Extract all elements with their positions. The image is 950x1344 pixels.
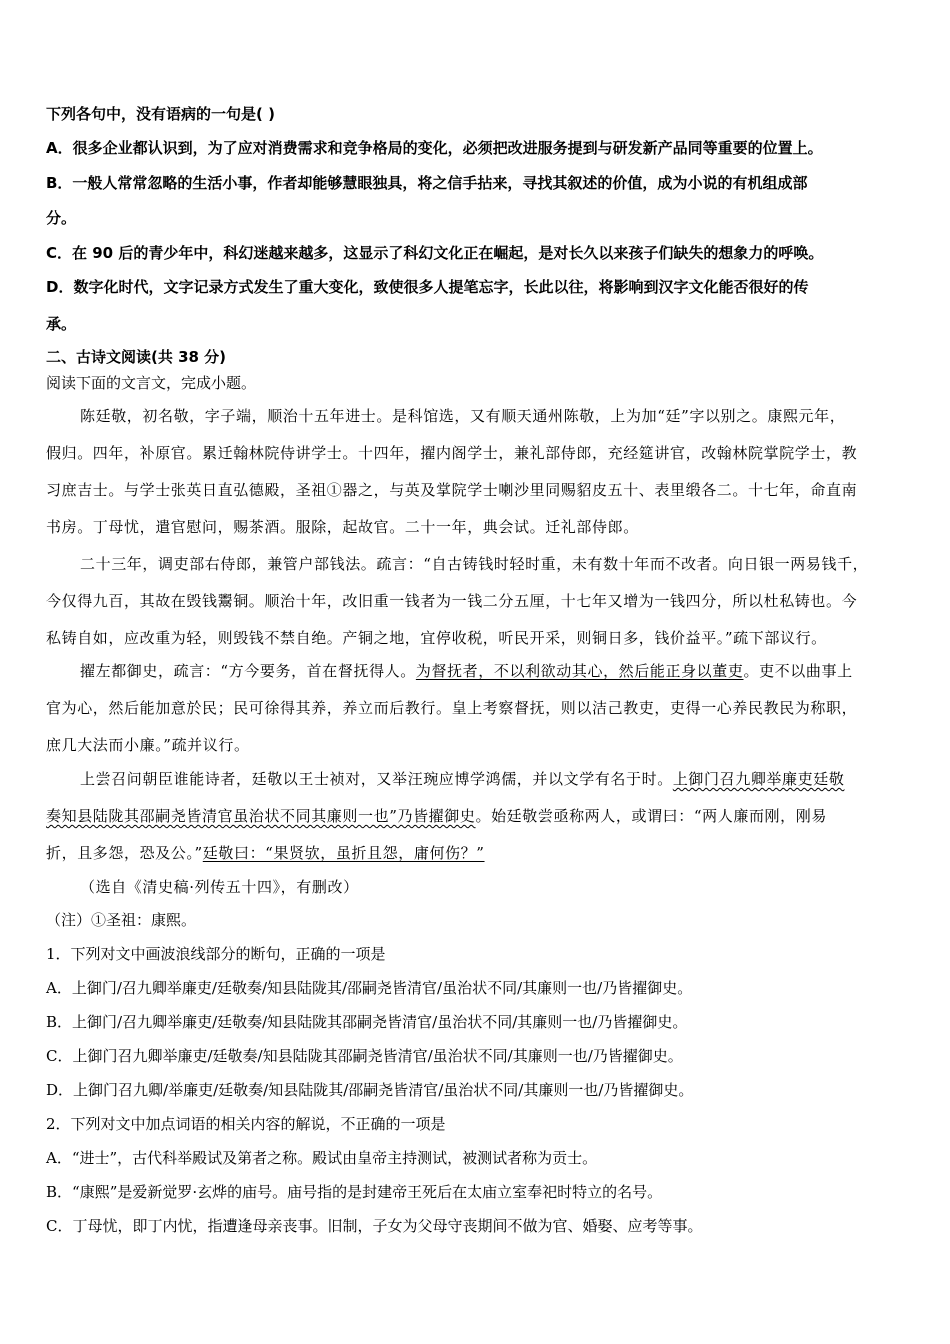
passage-p4-line1 [80,768,844,789]
passage-p3-line2: 官为心，然后能加意於民；民可徐得其养，养立而后教行。皇上考察督抚，则以洁己教吏，吏得一心养民教民为称职， [46,699,858,717]
question-stem: 下列各句中，没有语病的一句是( ) [46,105,275,123]
q1-option-d: D．上御门召九卿/举廉吏/廷敬奏/知县陆陇其/邵嗣尧皆清官/虽治状不同/其廉则一也/乃皆擢御史。 [46,1081,694,1099]
passage-text: 折，且多怨，恐及公。” [46,844,203,862]
passage-p1-line3: 习庶吉士。与学士张英日直弘德殿，圣祖①器之，与英及掌院学士喇沙里同赐貂皮五十、表里缎各二。十七年，命直南 [46,481,858,499]
q1-option-b: B．上御门/召九卿举廉吏/廷敬奏/知县陆陇其邵嗣尧皆清官/虽治状不同/其廉则一也/乃皆擢御史。 [46,1013,688,1031]
passage-p2-line3: 私铸自如，应改重为轻，则毁钱不禁自绝。产铜之地，宜停收税，听民开采，则铜日多，钱价益平。”疏下部议行。 [46,629,827,647]
option-a: A．很多企业都认识到，为了应对消费需求和竞争格局的变化，必须把改进服务提到与研发新产品同等重要的位置上。 [46,139,823,157]
option-b-line2: 分。 [46,209,77,227]
passage-p1-line4: 书房。丁母忧，遣官慰问，赐茶酒。服除，起故官。二十一年，典会试。迁礼部侍郎。 [46,518,639,536]
wavy-underlined-text: 奏知县陆陇其邵嗣尧皆清官虽治状不同其廉则一也”乃皆擢御史 [46,807,476,825]
passage-text: 上尝召问朝臣谁能诗者，廷敬以王士祯对，又举汪琬应博学鸿儒，并以文学有名于时。 [80,770,673,788]
passage-p4-line2 [46,805,827,826]
q1-stem: 1．下列对文中画波浪线部分的断句，正确的一项是 [46,945,386,963]
q1-option-a: A．上御门/召九卿举廉吏/廷敬奏/知县陆陇其/邵嗣尧皆清官/虽治状不同/其廉则一也/乃皆擢御史。 [46,979,693,997]
passage-p4-line3 [46,842,485,863]
passage-text: 擢左都御史，疏言：“方今要务，首在督抚得人。 [80,662,416,680]
q2-option-a: A．“进士”，古代科举殿试及第者之称。殿试由皇帝主持测试，被测试者称为贡士。 [46,1149,598,1167]
passage-p1-line1: 陈廷敬，初名敬，字子端，顺治十五年进士。是科馆选，又有顺天通州陈敬，上为加“廷”字以别之。康熙元年， [80,407,846,425]
option-d-line2: 承。 [46,315,77,333]
passage-p2-line1: 二十三年，调吏部右侍郎，兼管户部钱法。疏言：“自古铸钱时轻时重，未有数十年而不改者。向日银一两易钱千， [80,555,869,573]
option-c: C．在 90 后的青少年中，科幻迷越来越多，这显示了科幻文化正在崛起，是对长久以来孩子们缺失的想象力的呼唤。 [46,244,824,262]
passage-p3-line1 [80,660,853,681]
passage-text: 。吏不以曲事上 [743,662,853,680]
q2-stem: 2．下列对文中加点词语的相关内容的解说，不正确的一项是 [46,1115,446,1133]
passage-text: 。始廷敬尝亟称两人，或谓曰：“两人廉而刚，刚易 [475,807,827,825]
passage-note: （注）①圣祖：康熙。 [46,911,197,929]
option-d-line1: D．数字化时代，文字记录方式发生了重大变化，致使很多人提笔忘字，长此以往，将影响到汉字文化能否很好的传 [46,278,809,296]
option-b-line1: B．一般人常常忽略的生活小事，作者却能够慧眼独具，将之信手拈来，寻找其叙述的价值，成为小说的有机组成部 [46,174,808,192]
passage-p2-line2: 今仅得九百，其故在毁钱鬻铜。顺治十年，改旧重一钱者为一钱二分五厘，十七年又增为一钱四分，所以杜私铸也。今 [46,592,858,610]
underlined-sentence: 廷敬曰：“果贤欤，虽折且怨，庸何伤？” [202,844,485,862]
passage-source: （选自《清史稿·列传五十四》，有删改） [80,878,359,896]
q1-option-c: C．上御门召九卿举廉吏/廷敬奏/知县陆陇其邵嗣尧皆清官/虽治状不同/其廉则一也/乃皆擢御史。 [46,1047,683,1065]
q2-option-c: C．丁母忧，即丁内忧，指遭逢母亲丧事。旧制，子女为父母守丧期间不做为官、婚娶、应考等事。 [46,1217,703,1235]
passage-p1-line2: 假归。四年，补原官。累迁翰林院侍讲学士。十四年，擢内阁学士，兼礼部侍郎，充经筵讲官，改翰林院掌院学士，教 [46,444,858,462]
q2-option-b: B．“康熙”是爱新觉罗·玄烨的庙号。庙号指的是封建帝王死后在太庙立室奉祀时特立的名号。 [46,1183,663,1201]
wavy-underlined-text: 上御门召九卿举廉吏廷敬 [672,770,845,788]
section-instruction: 阅读下面的文言文，完成小题。 [46,374,257,392]
section-title: 二、古诗文阅读(共 38 分) [46,348,227,366]
underlined-sentence: 为督抚者，不以利欲动其心，然后能正身以董吏 [415,662,744,680]
passage-p3-line3: 庶几大法而小廉。”疏并议行。 [46,736,250,754]
